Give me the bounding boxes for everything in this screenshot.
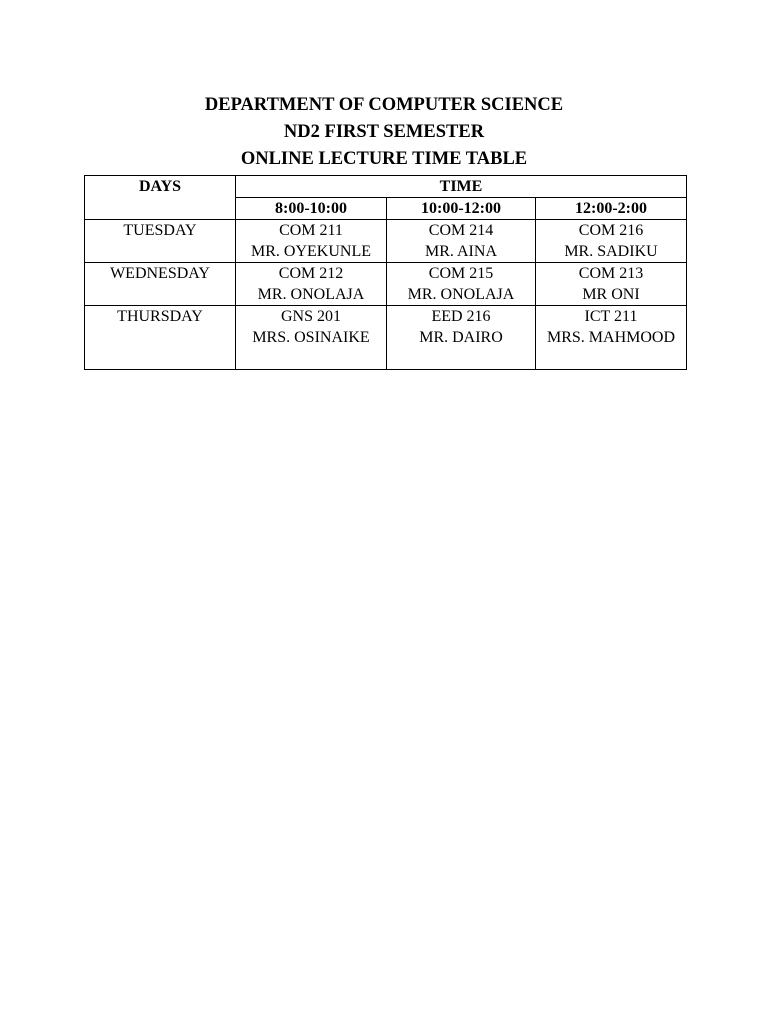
- day-cell: THURSDAY: [85, 306, 236, 370]
- course-code: EED 216: [431, 308, 491, 325]
- time-column-header: TIME: [236, 176, 687, 198]
- lecturer-name: MR. AINA: [424, 243, 497, 260]
- lecturer-name: MR ONI: [582, 286, 640, 303]
- lecture-cell: [236, 263, 387, 306]
- time-slot-header: 12:00-2:00: [536, 198, 687, 220]
- lecture-cell: [536, 220, 687, 263]
- course-code: COM 211: [279, 222, 343, 239]
- course-code: COM 215: [428, 265, 494, 282]
- lecture-cell: [236, 220, 387, 263]
- document-subtitle-semester: ND2 FIRST SEMESTER: [283, 122, 485, 142]
- lecture-cell: [387, 306, 536, 370]
- lecturer-name: MRS. OSINAIKE: [252, 329, 370, 346]
- course-code: COM 216: [578, 222, 644, 239]
- lecturer-name: MR. DAIRO: [419, 329, 503, 346]
- lecture-timetable: [84, 175, 687, 370]
- table-row: [85, 263, 687, 306]
- table-row: [85, 220, 687, 263]
- course-code: GNS 201: [280, 308, 341, 325]
- lecturer-name: MR. OYEKUNLE: [251, 243, 371, 260]
- lecture-cell: [387, 263, 536, 306]
- lecturer-name: MR. SADIKU: [564, 243, 658, 260]
- document-subtitle-timetable: ONLINE LECTURE TIME TABLE: [240, 149, 528, 169]
- table-header-row: [85, 176, 687, 198]
- time-slot-header: 10:00-12:00: [387, 198, 536, 220]
- lecturer-name: MR. ONOLAJA: [407, 286, 515, 303]
- days-column-header: DAYS: [85, 176, 236, 220]
- day-cell: TUESDAY: [85, 220, 236, 263]
- lecture-cell: [536, 263, 687, 306]
- table-row: [85, 306, 687, 370]
- lecture-cell: [387, 220, 536, 263]
- lecture-cell: [236, 306, 387, 370]
- course-code: COM 212: [278, 265, 344, 282]
- document-title: DEPARTMENT OF COMPUTER SCIENCE: [204, 95, 564, 115]
- course-code: COM 213: [578, 265, 644, 282]
- course-code: ICT 211: [584, 308, 638, 325]
- day-cell: WEDNESDAY: [85, 263, 236, 306]
- lecturer-name: MR. ONOLAJA: [257, 286, 365, 303]
- lecture-cell: [536, 306, 687, 370]
- lecturer-name: MRS. MAHMOOD: [546, 329, 676, 346]
- course-code: COM 214: [428, 222, 494, 239]
- time-slot-header: 8:00-10:00: [236, 198, 387, 220]
